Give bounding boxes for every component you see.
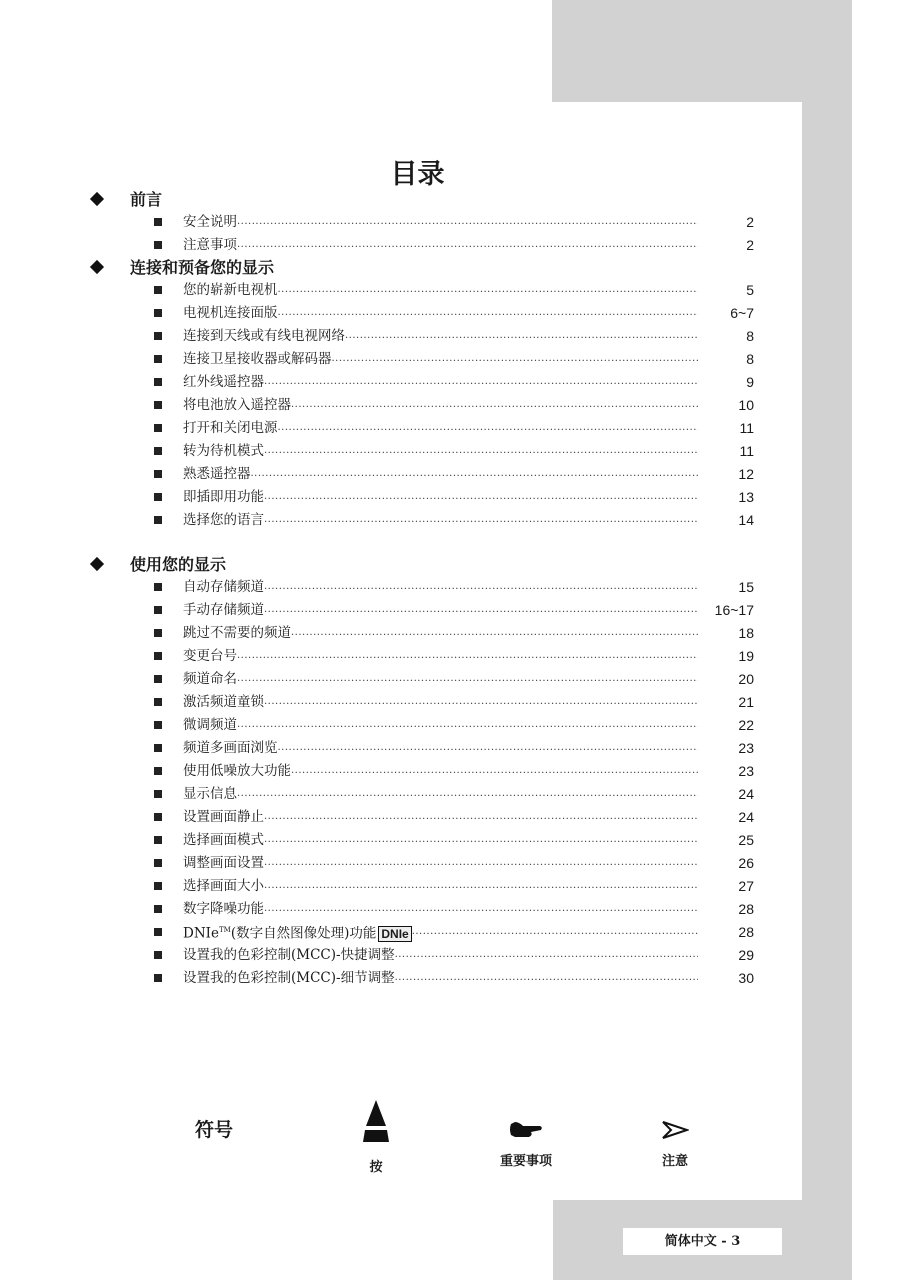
entry-title: 熟悉遥控器 <box>183 466 251 482</box>
entry-title: 调整画面设置 <box>183 855 264 871</box>
toc-entry[interactable] <box>154 576 754 598</box>
entry-title: 安全说明 <box>183 214 237 230</box>
section-label: 使用您的显示 <box>130 555 227 574</box>
entry-title: 选择您的语言 <box>183 512 264 528</box>
symbol-label: 注意 <box>661 1154 688 1169</box>
toc-entry[interactable] <box>154 645 754 667</box>
toc-entry[interactable] <box>154 417 754 439</box>
page-number: 29 <box>738 947 754 963</box>
symbols-heading: 符号 <box>195 1119 234 1141</box>
toc-entry[interactable] <box>154 509 754 531</box>
page-number: 25 <box>738 832 754 848</box>
dot-leader <box>237 234 698 256</box>
page-number: 22 <box>738 717 754 733</box>
dot-leader <box>264 829 698 851</box>
dot-leader <box>332 348 699 370</box>
square-bullet-icon <box>154 905 162 913</box>
page-number: 11 <box>739 420 754 436</box>
square-bullet-icon <box>154 241 162 249</box>
entry-title: 手动存储频道 <box>183 602 264 618</box>
pointing-hand-icon <box>509 1120 543 1138</box>
dot-leader <box>237 211 698 233</box>
entry-title: 选择画面模式 <box>183 832 264 848</box>
square-bullet-icon <box>154 813 162 821</box>
dot-leader <box>264 852 698 874</box>
page-number: 30 <box>738 970 754 986</box>
page-number: 15 <box>738 579 754 595</box>
entry-title: 微调频道 <box>183 717 237 733</box>
dnie-logo: DNIe <box>378 926 411 942</box>
entry-title: 设置我的色彩控制(MCC)-细节调整 <box>183 970 395 986</box>
dot-leader <box>395 944 698 966</box>
square-bullet-icon <box>154 767 162 775</box>
entry-title: 将电池放入遥控器 <box>183 397 291 413</box>
entry-title: 数字降噪功能 <box>183 901 264 917</box>
toc-entry[interactable] <box>154 486 754 508</box>
page-number: 18 <box>738 625 754 641</box>
page-number: 23 <box>738 740 754 756</box>
toc-entry[interactable] <box>154 302 754 324</box>
toc-entry[interactable] <box>154 875 754 897</box>
page-number: 11 <box>739 443 754 459</box>
entry-title: 注意事项 <box>183 237 237 253</box>
square-bullet-icon <box>154 583 162 591</box>
toc-entry[interactable] <box>154 967 754 989</box>
dot-leader <box>264 898 698 920</box>
toc-entry[interactable] <box>154 714 754 736</box>
square-bullet-icon <box>154 836 162 844</box>
entry-title: 激活频道童锁 <box>183 694 264 710</box>
page-number: 23 <box>738 763 754 779</box>
toc-entry[interactable] <box>154 944 754 966</box>
page-number: 20 <box>738 671 754 687</box>
toc-entry[interactable] <box>154 829 754 851</box>
square-bullet-icon <box>154 309 162 317</box>
dot-leader <box>264 576 698 598</box>
entry-title: 打开和关闭电源 <box>183 420 278 436</box>
dot-leader <box>278 417 699 439</box>
entry-title: 转为待机模式 <box>183 443 264 459</box>
square-bullet-icon <box>154 606 162 614</box>
entry-title: 频道命名 <box>183 671 237 687</box>
dot-leader <box>395 967 698 989</box>
gray-band-top <box>552 0 852 102</box>
square-bullet-icon <box>154 424 162 432</box>
press-icon <box>363 1100 389 1142</box>
toc-entry[interactable] <box>154 898 754 920</box>
entry-title: 频道多画面浏览 <box>183 740 278 756</box>
square-bullet-icon <box>154 675 162 683</box>
toc-entry[interactable] <box>154 622 754 644</box>
entry-title: 您的崭新电视机 <box>183 282 278 298</box>
toc-entry[interactable] <box>154 348 754 370</box>
page-number: 14 <box>738 512 754 528</box>
page-number: 9 <box>746 374 754 390</box>
dot-leader <box>278 302 699 324</box>
diamond-bullet-icon <box>90 192 104 206</box>
toc-entry[interactable] <box>154 691 754 713</box>
toc-entry[interactable] <box>154 371 754 393</box>
dot-leader <box>264 875 698 897</box>
square-bullet-icon <box>154 698 162 706</box>
entry-title: 变更台号 <box>183 648 237 664</box>
square-bullet-icon <box>154 401 162 409</box>
symbol-press <box>355 1100 397 1175</box>
section-heading <box>92 554 226 576</box>
entry-title: 红外线遥控器 <box>183 374 264 390</box>
dot-leader <box>237 645 698 667</box>
toc-entry[interactable] <box>154 234 754 256</box>
dot-leader <box>412 921 698 943</box>
section-heading <box>92 189 162 211</box>
entry-title: 跳过不需要的频道 <box>183 625 291 641</box>
dot-leader <box>278 279 699 301</box>
toc-entry[interactable] <box>154 211 754 233</box>
toc-entry[interactable] <box>154 852 754 874</box>
section-label: 前言 <box>130 190 163 209</box>
symbol-important <box>490 1120 562 1169</box>
toc-entry[interactable] <box>154 921 754 943</box>
square-bullet-icon <box>154 218 162 226</box>
dot-leader <box>264 806 698 828</box>
dot-leader <box>237 714 698 736</box>
square-bullet-icon <box>154 790 162 798</box>
square-bullet-icon <box>154 470 162 478</box>
page-footer: 简体中文 - 3 <box>623 1228 782 1255</box>
entry-title: 自动存储频道 <box>183 579 264 595</box>
entry-title: 设置画面静止 <box>183 809 264 825</box>
dot-leader <box>291 760 698 782</box>
dot-leader <box>278 737 699 759</box>
toc-entry[interactable] <box>154 394 754 416</box>
entry-title: 显示信息 <box>183 786 237 802</box>
dot-leader <box>237 783 698 805</box>
toc-entry[interactable] <box>154 806 754 828</box>
page-number: 13 <box>738 489 754 505</box>
entry-title: 选择画面大小 <box>183 878 264 894</box>
toc-entry[interactable] <box>154 325 754 347</box>
symbol-label: 重要事项 <box>499 1154 552 1169</box>
toc-entry[interactable] <box>154 668 754 690</box>
square-bullet-icon <box>154 629 162 637</box>
dot-leader <box>291 394 698 416</box>
page-number: 24 <box>738 809 754 825</box>
square-bullet-icon <box>154 721 162 729</box>
page-number: 21 <box>738 694 754 710</box>
page-number: 8 <box>746 328 754 344</box>
square-bullet-icon <box>154 951 162 959</box>
square-bullet-icon <box>154 974 162 982</box>
page-number: 5 <box>746 282 754 298</box>
page-title: 目录 <box>390 159 445 190</box>
square-bullet-icon <box>154 447 162 455</box>
section-heading <box>92 257 274 279</box>
section-label: 连接和预备您的显示 <box>130 258 275 277</box>
toc-entry[interactable] <box>154 737 754 759</box>
toc-entry[interactable] <box>154 279 754 301</box>
diamond-bullet-icon <box>90 260 104 274</box>
entry-title: 设置我的色彩控制(MCC)-快捷调整 <box>183 947 395 963</box>
page-number: 2 <box>746 237 754 253</box>
square-bullet-icon <box>154 493 162 501</box>
toc-entry[interactable] <box>154 760 754 782</box>
symbol-label: 按 <box>369 1160 383 1175</box>
symbol-note <box>652 1120 698 1169</box>
arrow-icon <box>661 1120 689 1140</box>
dot-leader <box>264 440 698 462</box>
square-bullet-icon <box>154 355 162 363</box>
page-number: 6~7 <box>730 305 754 321</box>
page-number: 26 <box>738 855 754 871</box>
toc-entry[interactable] <box>154 463 754 485</box>
square-bullet-icon <box>154 744 162 752</box>
toc-entry[interactable] <box>154 599 754 621</box>
dot-leader <box>251 463 699 485</box>
square-bullet-icon <box>154 378 162 386</box>
page-number: 16~17 <box>714 602 754 618</box>
page-number: 19 <box>738 648 754 664</box>
page-number: 24 <box>738 786 754 802</box>
dot-leader <box>264 599 698 621</box>
square-bullet-icon <box>154 286 162 294</box>
square-bullet-icon <box>154 859 162 867</box>
entry-title: DNIe™(数字自然图像处理)功能 DNIe <box>183 919 412 945</box>
dot-leader <box>291 622 698 644</box>
gray-band-right <box>802 100 852 1280</box>
dot-leader <box>345 325 698 347</box>
page-number: 2 <box>746 214 754 230</box>
square-bullet-icon <box>154 652 162 660</box>
entry-title: 连接到天线或有线电视网络 <box>183 328 345 344</box>
toc-entry[interactable] <box>154 440 754 462</box>
dot-leader <box>264 371 698 393</box>
page-number: 10 <box>738 397 754 413</box>
square-bullet-icon <box>154 516 162 524</box>
square-bullet-icon <box>154 332 162 340</box>
dot-leader <box>264 509 698 531</box>
page-number: 28 <box>738 924 754 940</box>
entry-title: 使用低噪放大功能 <box>183 763 291 779</box>
page-number: 12 <box>738 466 754 482</box>
diamond-bullet-icon <box>90 557 104 571</box>
page-number: 27 <box>738 878 754 894</box>
entry-title: 连接卫星接收器或解码器 <box>183 351 332 367</box>
square-bullet-icon <box>154 882 162 890</box>
dot-leader <box>264 486 698 508</box>
page-number: 28 <box>738 901 754 917</box>
dot-leader <box>264 691 698 713</box>
page-number: 8 <box>746 351 754 367</box>
square-bullet-icon <box>154 928 162 936</box>
dot-leader <box>237 668 698 690</box>
toc-entry[interactable] <box>154 783 754 805</box>
entry-title: 即插即用功能 <box>183 489 264 505</box>
entry-title: 电视机连接面版 <box>183 305 278 321</box>
